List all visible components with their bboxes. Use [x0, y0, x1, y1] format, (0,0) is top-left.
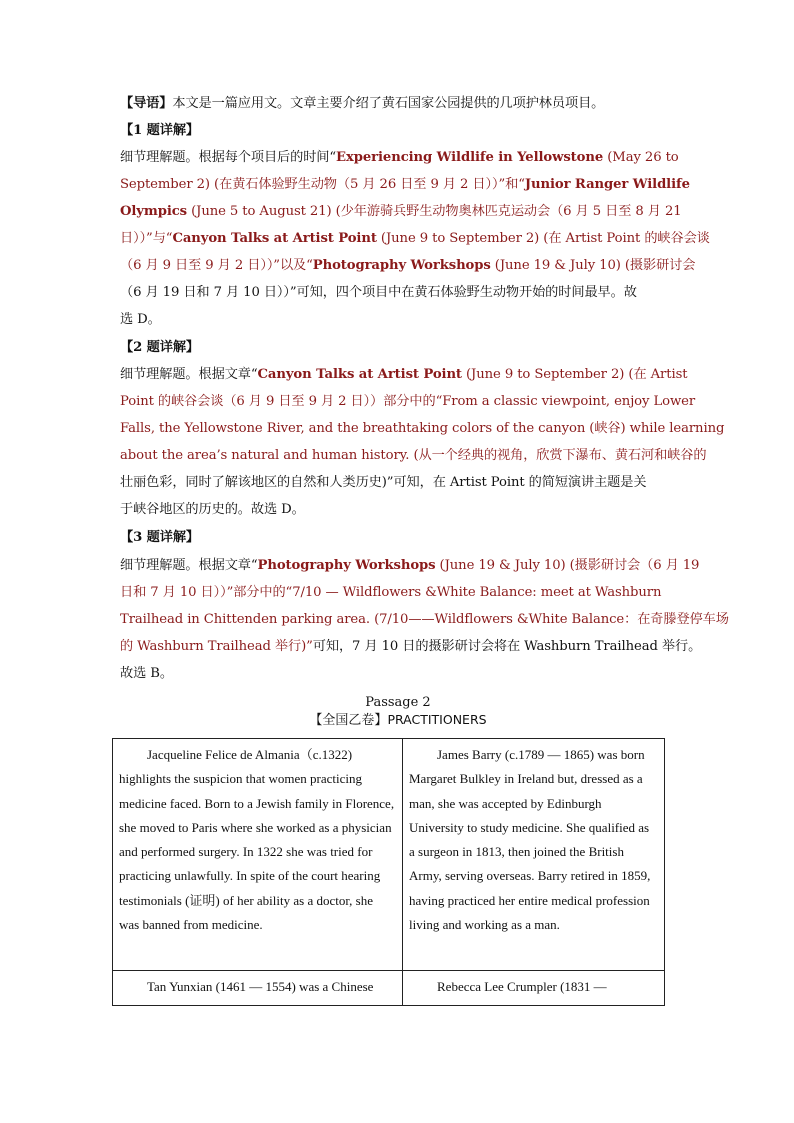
q2-line — [120, 392, 695, 412]
q1-line — [120, 202, 682, 222]
intro-line — [120, 94, 604, 114]
q3-line — [120, 583, 661, 603]
q3-program-title: Photography Workshops — [257, 558, 436, 573]
table-cell-almania — [113, 739, 403, 971]
q2-text: 细节理解题。根据文章“ — [120, 367, 258, 382]
table-cell-tan — [113, 971, 403, 1006]
passage-heading: PRACTITIONERS — [387, 712, 487, 727]
q3-answer: 故选 B。 — [120, 666, 173, 681]
q2-line — [120, 446, 706, 466]
q3-line — [120, 556, 699, 576]
q3-line — [120, 664, 173, 684]
q3-heading: 【3 题详解】 — [120, 530, 200, 545]
q1-program-title: Photography Workshops — [312, 258, 491, 273]
q2-heading: 【2 题详解】 — [120, 340, 200, 355]
cell-text: Rebecca Lee Crumpler (1831 — — [437, 979, 607, 994]
q3-text-red: 日和 7 月 10 日））”部分中的“ — [120, 585, 293, 600]
q1-answer: 选 D。 — [120, 312, 161, 327]
table-cell-barry — [403, 739, 665, 971]
q1-text-red: (June 9 to September 2) (在 Artist Point 的峡谷会谈 — [376, 231, 710, 246]
cell-text: James Barry (c.1789 — 1865) was born Margaret Bulkley in Ireland but, dressed as a man, she was accepted by Edinburgh University to study medicine. She qualified as a surgeon in 1813, then joined the British Army, serving overseas. Barry retired in 1859, having practiced her entire medical profession living and working as a man. — [409, 747, 651, 933]
q2-line — [120, 500, 305, 520]
q1-text-red: (June 19 & July 10) (摄影研讨会 — [490, 258, 696, 273]
q1-text: （6 月 19 日和 7 月 10 日））”可知，四个项目中在黄石体验野生动物开始的时间最早。故 — [120, 285, 637, 300]
q3-text: 可知，7 月 10 日的摄影研讨会将在 Washburn Trailhead 举行。 — [312, 639, 702, 654]
q1-text-red: 日））”与“ — [120, 231, 173, 246]
q1-text-red: (June 5 to August 21) (少年游骑兵野生动物奥林匹克运动会（6 月 5 日至 8 月 21 — [187, 204, 682, 219]
q2-quote: about the area’s natural and human history. (从一个经典的视角，欣赏下瀑布、黄石河和峡谷的 — [120, 448, 707, 463]
q1-program-title: Experiencing Wildlife in Yellowstone — [336, 150, 604, 165]
q1-text-red: (May 26 to — [603, 150, 679, 165]
q1-program-title: Canyon Talks at Artist Point — [172, 231, 377, 246]
q2-line — [120, 419, 724, 439]
q3-quote: Trailhead in Chittenden parking area. (7/10——Wildflowers &White Balance：在奇滕登停车场 — [120, 612, 729, 627]
q2-text: 壮丽色彩，同时了解该地区的自然和人类历史)”可知，在 Artist Point 的简短演讲主题是关 — [120, 475, 647, 490]
q1-line — [120, 175, 690, 195]
table-row — [113, 739, 665, 971]
q1-program-title: Olympics — [120, 204, 187, 219]
practitioners-table — [112, 738, 665, 1006]
q1-line — [120, 148, 679, 168]
q3-quote: 7/10 — Wildflowers &White Balance: meet at Washburn — [292, 585, 662, 600]
q3-text-red: (June 19 & July 10) (摄影研讨会（6 月 19 — [435, 558, 700, 573]
q1-line — [120, 283, 637, 303]
intro-lead-text: 本文是一篇应用文。文章主要介绍了黄石国家公园提供的几项护林员项目。 — [172, 96, 605, 111]
q1-program-title: Junior Ranger Wildlife — [524, 177, 690, 192]
cell-text: Jacqueline Felice de Almania（c.1322) highlights the suspicion that women practicing medicine faced. Born to a Jewish family in Florence, she moved to Paris where she worked as a physician and performed surgery. In 1322 she was tried for practicing unlawfully. In spite of the court hearing testimonials (证明) of her ability as a doctor, she was banned from medicine. — [119, 747, 395, 933]
q2-quote: Falls, the Yellowstone River, and the breathtaking colors of the canyon (峡谷) while learning — [120, 421, 725, 436]
table-row — [113, 971, 665, 1006]
q2-text-red: (June 9 to September 2) (在 Artist — [461, 367, 688, 382]
q2-answer: 于峡谷地区的历史的。故选 D。 — [120, 502, 305, 517]
q1-text-red: September 2) (在黄石体验野生动物（5 月 26 日至 9 月 2 日））”和“ — [120, 177, 525, 192]
q3-quote: 的 Washburn Trailhead 举行)” — [120, 639, 313, 654]
q2-quote: From a classic viewpoint, enjoy Lower — [442, 394, 696, 409]
q1-text-red: （6 月 9 日至 9 月 2 日））”以及“ — [120, 258, 313, 273]
q1-line — [120, 256, 695, 276]
q1-heading: 【1 题详解】 — [120, 123, 200, 138]
table-cell-crumpler — [403, 971, 665, 1006]
q3-line — [120, 610, 729, 630]
q3-text: 细节理解题。根据文章“ — [120, 558, 258, 573]
q2-line — [120, 365, 687, 385]
q2-line — [120, 473, 646, 493]
q1-line — [120, 310, 161, 330]
passage-subtitle — [120, 711, 676, 730]
q3-line — [120, 637, 701, 657]
q2-text-red: Point 的峡谷会谈（6 月 9 日至 9 月 2 日））部分中的“ — [120, 394, 443, 409]
intro-lead-label: 【导语】 — [120, 96, 173, 111]
q2-program-title: Canyon Talks at Artist Point — [257, 367, 462, 382]
q1-line — [120, 229, 710, 249]
passage-source-label: 【全国乙卷】 — [309, 713, 388, 728]
q1-text: 细节理解题。根据每个项目后的时间“ — [120, 150, 337, 165]
passage-title: Passage 2 — [365, 695, 431, 710]
cell-text: Tan Yunxian (1461 — 1554) was a Chinese — [147, 979, 374, 994]
